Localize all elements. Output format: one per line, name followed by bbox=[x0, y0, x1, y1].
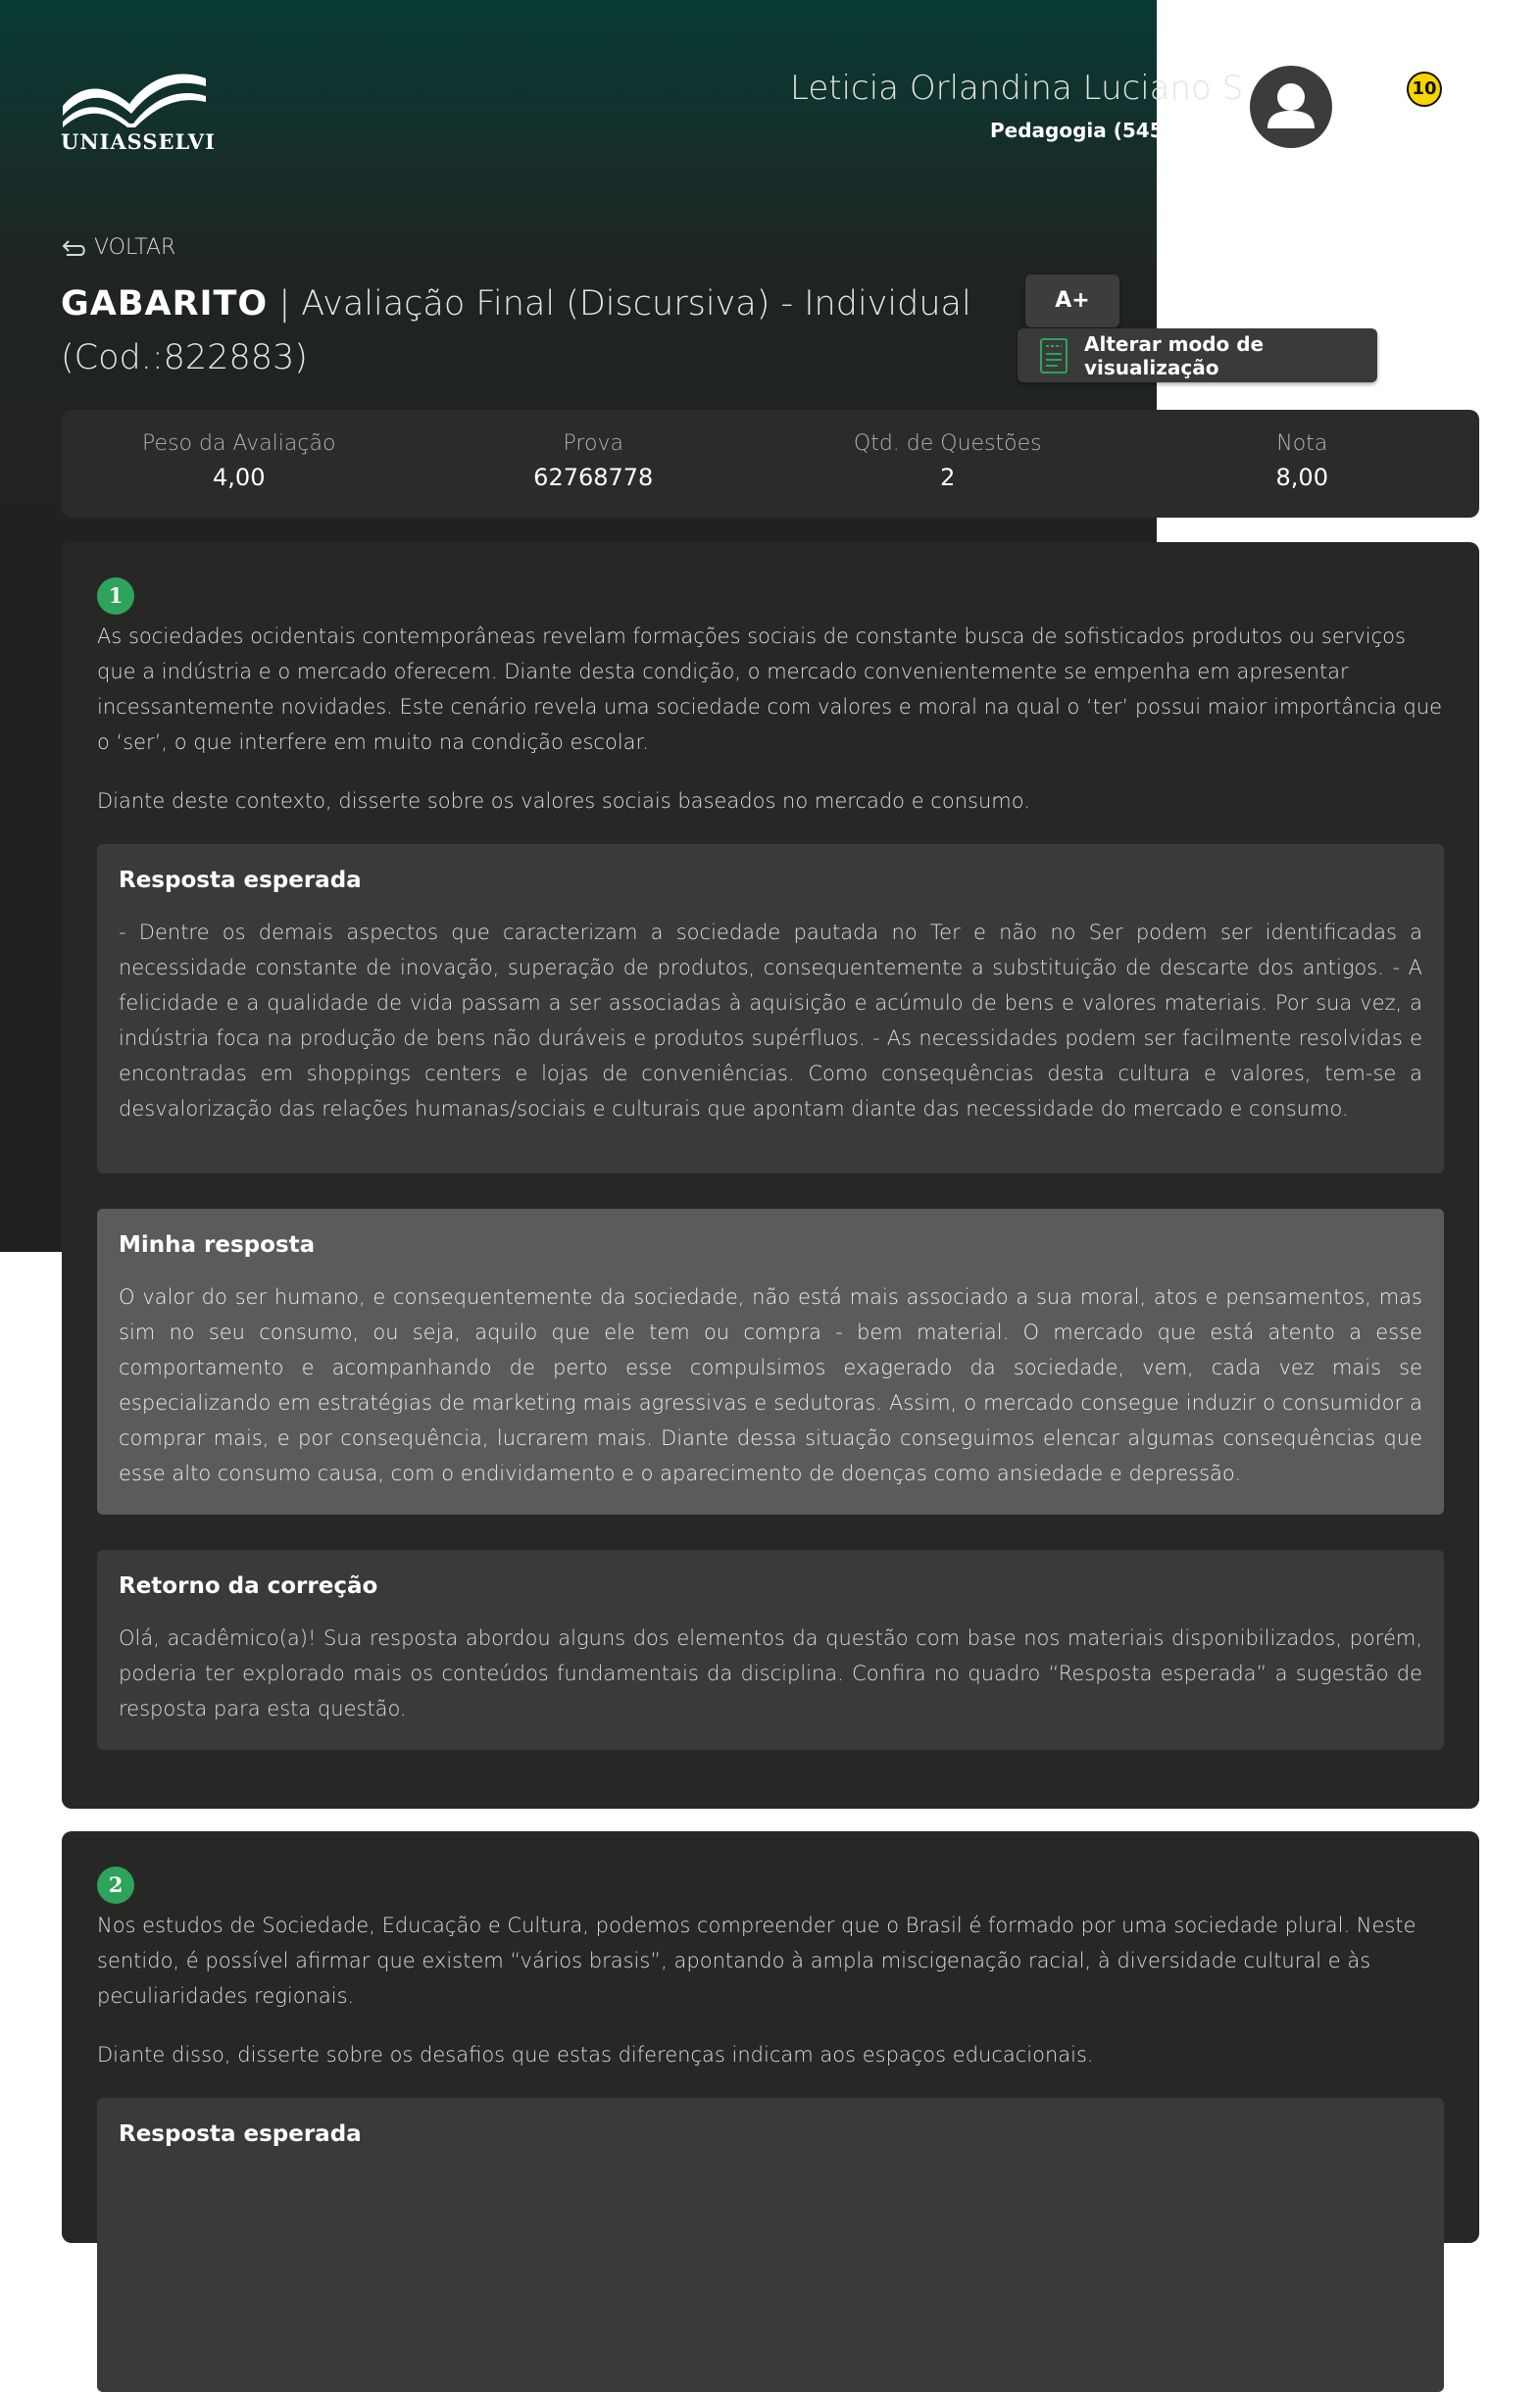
stat-grade bbox=[1125, 410, 1480, 518]
stat-value: 8,00 bbox=[1275, 464, 1328, 491]
logo-text: UNIASSELVI bbox=[61, 129, 216, 154]
document-icon bbox=[1039, 337, 1068, 374]
question-text: Nos estudos de Sociedade, Educação e Cultura, podemos compreender que o Brasil é formado por uma sociedade plural. Neste sentido, é possível afirmar que existem “vários brasis”, apontando à ampla miscigenação racial, à diversidade cultural e às peculiaridades regionais. bbox=[97, 1914, 1416, 2008]
stat-label: Qtd. de Questões bbox=[853, 431, 1042, 456]
avatar[interactable] bbox=[1250, 66, 1332, 148]
feedback-title: Retorno da correção bbox=[119, 1573, 378, 1599]
expected-answer-text: - Dentre os demais aspectos que caracterizam a sociedade pautada no Ter e não no Ser podem ser identificadas a necessidade constante de inovação, superação de produtos, consequentemente a substituição de descarte dos antigos. - A felicidade e a qualidade de vida passam a ser associadas à aquisição e acúmulo de bens e valores materiais. Por sua vez, a indústria foca na produção de bens não duráveis e produtos supérfluos. - As necessidades podem ser facilmente resolvidas e encontradas em shoppings centers e lojas de conveniências. Como consequências desta cultura e valores, tem-se a desvalorização das relações humanas/sociais e culturais que apontam diante das necessidade do mercado e consumo. bbox=[119, 921, 1422, 1121]
stat-exam bbox=[417, 410, 771, 518]
user-avatar-icon bbox=[1250, 66, 1332, 148]
view-mode-label: Alterar modo de visualização bbox=[1084, 331, 1265, 379]
uniasselvi-logo[interactable] bbox=[61, 67, 216, 160]
stat-label: Peso da Avaliação bbox=[142, 431, 336, 456]
question-card-1 bbox=[62, 542, 1479, 1809]
stat-question-count bbox=[770, 410, 1125, 518]
expected-answer-title: Resposta esperada bbox=[119, 868, 362, 893]
feedback-panel bbox=[97, 1550, 1444, 1750]
notification-badge[interactable]: 10 bbox=[1407, 72, 1442, 107]
stat-value: 62768778 bbox=[533, 464, 654, 491]
feedback-text: Olá, acadêmico(a)! Sua resposta abordou alguns dos elementos da questão com base nos materiais disponibilizados, porém, poderia ter explorado mais os conteúdos fundamentais da disciplina. Confira no quadro “Resposta esperada” a sugestão de resposta para esta questão. bbox=[119, 1626, 1422, 1720]
question-number: 1 bbox=[97, 577, 134, 615]
question-prompt: Diante disso, disserte sobre os desafios que estas diferenças indicam aos espaços educacionais. bbox=[97, 2043, 1094, 2067]
back-link[interactable] bbox=[61, 235, 175, 260]
view-mode-button[interactable] bbox=[1018, 328, 1377, 382]
question-number: 2 bbox=[97, 1867, 134, 1904]
question-text: As sociedades ocidentais contemporâneas revelam formações sociais de constante busca de sofisticados produtos ou serviços que a indústria e o mercado oferecem. Diante desta condição, o mercado convenientemente se empenha em apresentar incessantemente novidades. Este cenário revela uma sociedade com valores e moral na qual o ‘ter’ possui maior importância que o ‘ser’, o que interfere em muito na condição escolar. bbox=[97, 624, 1443, 754]
stat-value: 4,00 bbox=[213, 464, 266, 491]
page-title bbox=[61, 277, 982, 385]
stat-label: Nota bbox=[1276, 431, 1328, 456]
page-title-rest: | Avaliação Final (Discursiva) - Individual bbox=[268, 284, 971, 324]
back-arrow-icon bbox=[61, 238, 88, 258]
user-course: Pedagogia (545 bbox=[990, 119, 1164, 142]
page-title-code: (Cod.:822883) bbox=[61, 338, 308, 377]
my-answer-title: Minha resposta bbox=[119, 1232, 316, 1258]
question-prompt: Diante deste contexto, disserte sobre os valores sociais baseados no mercado e consumo. bbox=[97, 789, 1030, 813]
stat-label: Prova bbox=[563, 431, 623, 456]
my-answer-panel bbox=[97, 1209, 1444, 1515]
stat-value: 2 bbox=[940, 464, 956, 491]
user-name: Leticia Orlandina Luciano S bbox=[790, 69, 1244, 108]
question-card-2 bbox=[62, 1831, 1479, 2243]
page-title-strong: GABARITO bbox=[61, 284, 269, 324]
expected-answer-panel bbox=[97, 844, 1444, 1173]
stat-weight bbox=[62, 410, 417, 518]
expected-answer-title: Resposta esperada bbox=[119, 2121, 362, 2147]
logo-wings-icon bbox=[61, 67, 208, 127]
back-label: VOLTAR bbox=[94, 235, 176, 260]
stats-bar bbox=[62, 410, 1479, 518]
increase-font-button[interactable]: A+ bbox=[1025, 274, 1119, 327]
expected-answer-panel bbox=[97, 2098, 1444, 2392]
my-answer-text: O valor do ser humano, e consequentemente da sociedade, não está mais associado a sua moral, atos e pensamentos, mas sim no seu consumo, ou seja, aquilo que ele tem ou compra - bem material. O mercado que está atento a esse comportamento e acompanhando de perto esse compulsimos exagerado da sociedade, vem, cada vez mais se especializando em estratégias de marketing mais agressivas e sedutoras. Assim, o mercado consegue induzir o consumidor a comprar mais, e por consequência, lucrarem mais. Diante dessa situação conseguimos elencar algumas consequências que esse alto consumo causa, com o endividamento e o aparecimento de doenças como ansiedade e depressão. bbox=[119, 1285, 1422, 1485]
